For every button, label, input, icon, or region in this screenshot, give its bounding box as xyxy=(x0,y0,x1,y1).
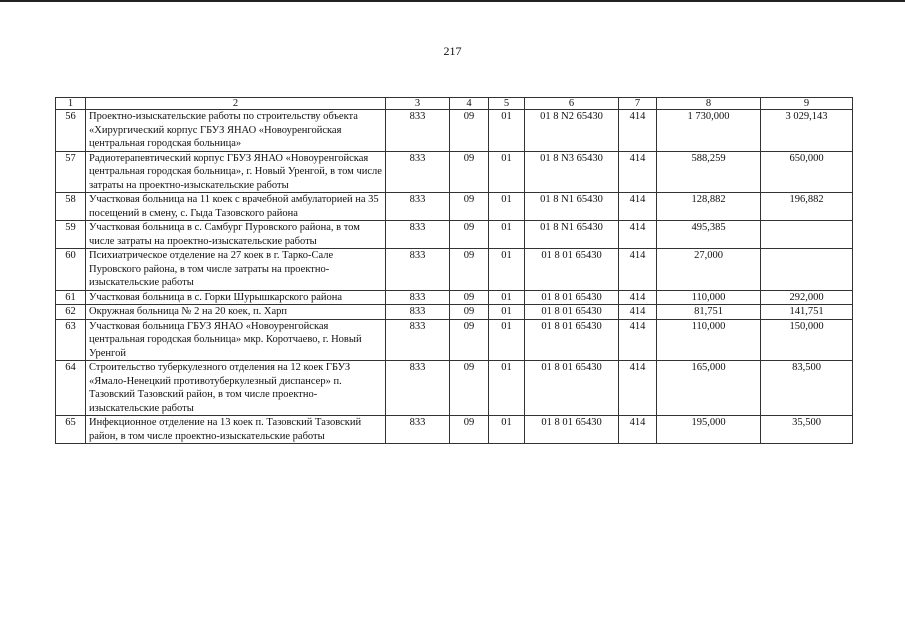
row-number: 56 xyxy=(56,110,86,152)
ministry-code: 833 xyxy=(386,290,450,305)
expense-type-code: 414 xyxy=(619,416,657,444)
table-row xyxy=(56,110,853,152)
object-name: Участковая больница на 11 коек с врачебной амбулаторией на 35 посещений в смену, с. Гыда Тазовского района xyxy=(86,193,386,221)
row-number: 59 xyxy=(56,221,86,249)
row-number: 57 xyxy=(56,151,86,193)
subsection-code: 01 xyxy=(489,305,525,320)
ministry-code: 833 xyxy=(386,151,450,193)
amount-col8: 81,751 xyxy=(657,305,761,320)
table-row xyxy=(56,193,853,221)
ministry-code: 833 xyxy=(386,305,450,320)
object-name: Психиатрическое отделение на 27 коек в г. Тарко-Сале Пуровского района, в том числе затраты на проектно-изыскательские работы xyxy=(86,249,386,291)
amount-col9: 650,000 xyxy=(761,151,853,193)
object-name: Участковая больница ГБУЗ ЯНАО «Новоуренгойская центральная городская больница» мкр. Коротчаево, г. Новый Уренгой xyxy=(86,319,386,361)
ministry-code: 833 xyxy=(386,319,450,361)
section-code: 09 xyxy=(450,319,489,361)
expense-type-code: 414 xyxy=(619,361,657,416)
amount-col9: 292,000 xyxy=(761,290,853,305)
target-article-code: 01 8 N1 65430 xyxy=(525,193,619,221)
column-header: 2 xyxy=(86,98,386,110)
column-header: 1 xyxy=(56,98,86,110)
target-article-code: 01 8 01 65430 xyxy=(525,361,619,416)
row-number: 64 xyxy=(56,361,86,416)
section-code: 09 xyxy=(450,361,489,416)
object-name: Инфекционное отделение на 13 коек п. Тазовский Тазовский район, в том числе проектно-изыскательские работы xyxy=(86,416,386,444)
column-header: 5 xyxy=(489,98,525,110)
row-number: 61 xyxy=(56,290,86,305)
expense-type-code: 414 xyxy=(619,221,657,249)
target-article-code: 01 8 N2 65430 xyxy=(525,110,619,152)
ministry-code: 833 xyxy=(386,249,450,291)
subsection-code: 01 xyxy=(489,193,525,221)
budget-table xyxy=(55,97,853,444)
amount-col8: 110,000 xyxy=(657,319,761,361)
amount-col9: 35,500 xyxy=(761,416,853,444)
row-number: 63 xyxy=(56,319,86,361)
amount-col8: 110,000 xyxy=(657,290,761,305)
target-article-code: 01 8 N3 65430 xyxy=(525,151,619,193)
amount-col9: 196,882 xyxy=(761,193,853,221)
target-article-code: 01 8 N1 65430 xyxy=(525,221,619,249)
amount-col8: 1 730,000 xyxy=(657,110,761,152)
amount-col8: 27,000 xyxy=(657,249,761,291)
section-code: 09 xyxy=(450,193,489,221)
table-row xyxy=(56,221,853,249)
table-row xyxy=(56,249,853,291)
expense-type-code: 414 xyxy=(619,249,657,291)
section-code: 09 xyxy=(450,151,489,193)
table-row xyxy=(56,151,853,193)
subsection-code: 01 xyxy=(489,151,525,193)
column-header: 7 xyxy=(619,98,657,110)
subsection-code: 01 xyxy=(489,221,525,249)
row-number: 62 xyxy=(56,305,86,320)
amount-col8: 165,000 xyxy=(657,361,761,416)
object-name: Строительство туберкулезного отделения на 12 коек ГБУЗ «Ямало-Ненецкий противотуберкулезный диспансер» п. Тазовский Тазовский район, в том числе проектно-изыскательские работы xyxy=(86,361,386,416)
column-header: 8 xyxy=(657,98,761,110)
expense-type-code: 414 xyxy=(619,110,657,152)
expense-type-code: 414 xyxy=(619,290,657,305)
row-number: 65 xyxy=(56,416,86,444)
expense-type-code: 414 xyxy=(619,193,657,221)
object-name: Участковая больница в с. Самбург Пуровского района, в том числе затраты на проектно-изыскательские работы xyxy=(86,221,386,249)
table-row xyxy=(56,416,853,444)
section-code: 09 xyxy=(450,416,489,444)
object-name: Окружная больница № 2 на 20 коек, п. Харп xyxy=(86,305,386,320)
amount-col9: 150,000 xyxy=(761,319,853,361)
column-header: 9 xyxy=(761,98,853,110)
table-row xyxy=(56,290,853,305)
amount-col9: 83,500 xyxy=(761,361,853,416)
amount-col9: 3 029,143 xyxy=(761,110,853,152)
section-code: 09 xyxy=(450,221,489,249)
ministry-code: 833 xyxy=(386,416,450,444)
column-header: 6 xyxy=(525,98,619,110)
target-article-code: 01 8 01 65430 xyxy=(525,249,619,291)
target-article-code: 01 8 01 65430 xyxy=(525,305,619,320)
ministry-code: 833 xyxy=(386,110,450,152)
amount-col8: 495,385 xyxy=(657,221,761,249)
section-code: 09 xyxy=(450,290,489,305)
ministry-code: 833 xyxy=(386,193,450,221)
column-header: 3 xyxy=(386,98,450,110)
subsection-code: 01 xyxy=(489,361,525,416)
target-article-code: 01 8 01 65430 xyxy=(525,416,619,444)
ministry-code: 833 xyxy=(386,221,450,249)
amount-col9 xyxy=(761,221,853,249)
row-number: 58 xyxy=(56,193,86,221)
subsection-code: 01 xyxy=(489,416,525,444)
expense-type-code: 414 xyxy=(619,305,657,320)
subsection-code: 01 xyxy=(489,319,525,361)
expense-type-code: 414 xyxy=(619,319,657,361)
row-number: 60 xyxy=(56,249,86,291)
header-row xyxy=(56,98,853,110)
object-name: Радиотерапевтический корпус ГБУЗ ЯНАО «Новоуренгойская центральная городская больница», г. Новый Уренгой, в том числе затраты на проектно-изыскательские работы xyxy=(86,151,386,193)
section-code: 09 xyxy=(450,249,489,291)
target-article-code: 01 8 01 65430 xyxy=(525,319,619,361)
ministry-code: 833 xyxy=(386,361,450,416)
target-article-code: 01 8 01 65430 xyxy=(525,290,619,305)
subsection-code: 01 xyxy=(489,249,525,291)
amount-col8: 588,259 xyxy=(657,151,761,193)
table-row xyxy=(56,305,853,320)
object-name: Проектно-изыскательские работы по строительству объекта «Хирургический корпус ГБУЗ ЯНАО «Новоуренгойская центральная городская больница» xyxy=(86,110,386,152)
page-number: 217 xyxy=(443,44,462,58)
amount-col8: 128,882 xyxy=(657,193,761,221)
expense-type-code: 414 xyxy=(619,151,657,193)
subsection-code: 01 xyxy=(489,110,525,152)
amount-col9 xyxy=(761,249,853,291)
top-border-line xyxy=(0,0,905,2)
section-code: 09 xyxy=(450,305,489,320)
column-header: 4 xyxy=(450,98,489,110)
amount-col9: 141,751 xyxy=(761,305,853,320)
table-row xyxy=(56,319,853,361)
section-code: 09 xyxy=(450,110,489,152)
object-name: Участковая больница в с. Горки Шурышкарского района xyxy=(86,290,386,305)
amount-col8: 195,000 xyxy=(657,416,761,444)
table-row xyxy=(56,361,853,416)
subsection-code: 01 xyxy=(489,290,525,305)
